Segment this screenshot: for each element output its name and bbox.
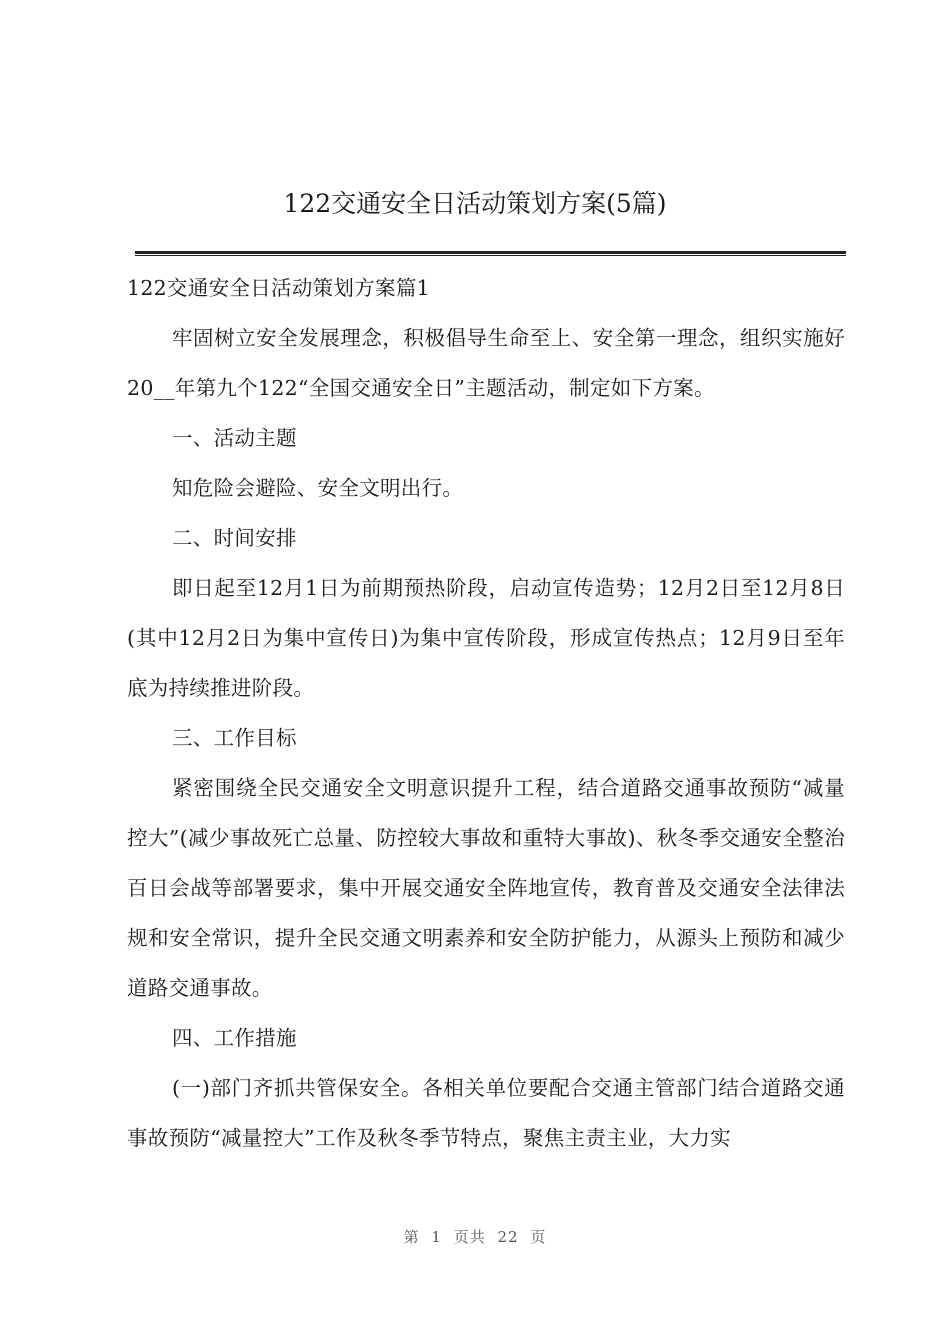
body-paragraph-measures: (一)部门齐抓共管保安全。各相关单位要配合交通主管部门结合道路交通事故预防“减量控大”工作及秋冬季节特点，聚焦主责主业，大力实	[127, 1076, 845, 1150]
title-divider	[135, 251, 846, 257]
section-heading-article-1: 122交通安全日活动策划方案篇1	[127, 276, 430, 300]
document-title: 122交通安全日活动策划方案(5篇)	[283, 189, 667, 218]
body-paragraph-schedule: 即日起至12月1日为前期预热阶段，启动宣传造势；12月2日至12月8日(其中12月2日为集中宣传日)为集中宣传阶段，形成宣传热点；12月9日至年底为持续推进阶段。	[127, 576, 845, 700]
section-heading-schedule: 二、时间安排	[172, 526, 297, 550]
section-heading-goals: 三、工作目标	[172, 726, 297, 750]
body-paragraph-theme: 知危险会避险、安全文明出行。	[172, 476, 464, 500]
section-heading-theme: 一、活动主题	[172, 426, 297, 450]
page-number-footer: 第 1 页共 22 页	[403, 1228, 547, 1246]
body-paragraph-intro: 牢固树立安全发展理念，积极倡导生命至上、安全第一理念，组织实施好20__年第九个122“全国交通安全日”主题活动，制定如下方案。	[127, 326, 845, 400]
document-body	[127, 263, 845, 1163]
divider-thin-line	[135, 255, 846, 256]
body-paragraph-goals: 紧密围绕全民交通安全文明意识提升工程，结合道路交通事故预防“减量控大”(减少事故死亡总量、防控较大事故和重特大事故)、秋冬季交通安全整治百日会战等部署要求，集中开展交通安全阵地宣传，教育普及交通安全法律法规和安全常识，提升全民交通文明素养和安全防护能力，从源头上预防和减少道路交通事故。	[127, 776, 845, 1000]
divider-thick-line	[135, 251, 846, 254]
section-heading-measures: 四、工作措施	[172, 1026, 297, 1050]
